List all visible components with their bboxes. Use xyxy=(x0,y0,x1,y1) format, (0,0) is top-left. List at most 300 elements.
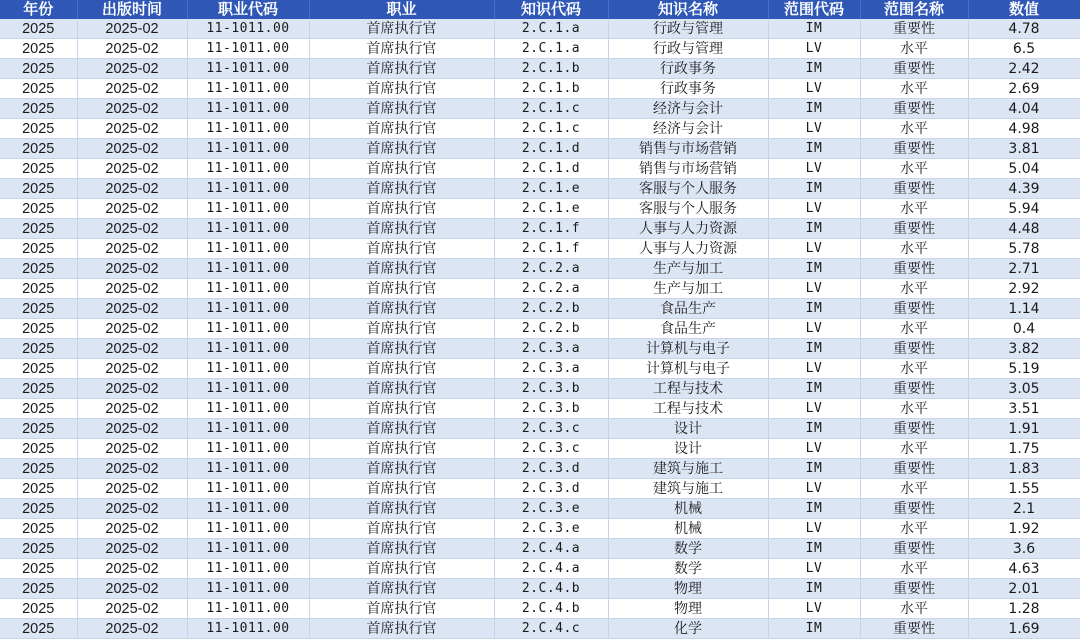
cell-knowledge-name[interactable]: 数学 xyxy=(608,539,768,559)
table-row[interactable] xyxy=(0,79,1080,99)
cell-value[interactable]: 0.4 xyxy=(968,319,1080,339)
cell-knowledge-code[interactable]: 2.C.1.a xyxy=(494,39,608,59)
cell-knowledge-code[interactable]: 2.C.2.a xyxy=(494,259,608,279)
header-publish-date[interactable]: 出版时间 xyxy=(77,0,187,19)
cell-publish-date[interactable]: 2025-02 xyxy=(77,559,187,579)
cell-publish-date[interactable]: 2025-02 xyxy=(77,79,187,99)
cell-scale-code[interactable]: IM xyxy=(768,179,860,199)
table-row[interactable] xyxy=(0,439,1080,459)
cell-year[interactable]: 2025 xyxy=(0,179,77,199)
cell-publish-date[interactable]: 2025-02 xyxy=(77,239,187,259)
cell-scale-code[interactable]: LV xyxy=(768,239,860,259)
cell-publish-date[interactable]: 2025-02 xyxy=(77,259,187,279)
cell-knowledge-code[interactable]: 2.C.3.d xyxy=(494,459,608,479)
cell-occupation-code[interactable]: 11-1011.00 xyxy=(187,179,309,199)
cell-year[interactable]: 2025 xyxy=(0,559,77,579)
cell-value[interactable]: 3.81 xyxy=(968,139,1080,159)
cell-occupation-code[interactable]: 11-1011.00 xyxy=(187,419,309,439)
cell-scale-name[interactable]: 重要性 xyxy=(860,19,968,39)
cell-scale-name[interactable]: 水平 xyxy=(860,479,968,499)
cell-scale-name[interactable]: 水平 xyxy=(860,599,968,619)
cell-knowledge-code[interactable]: 2.C.3.e xyxy=(494,519,608,539)
cell-value[interactable]: 1.83 xyxy=(968,459,1080,479)
cell-scale-code[interactable]: LV xyxy=(768,119,860,139)
table-row[interactable] xyxy=(0,319,1080,339)
cell-occupation-code[interactable]: 11-1011.00 xyxy=(187,19,309,39)
table-row[interactable] xyxy=(0,539,1080,559)
cell-knowledge-code[interactable]: 2.C.3.c xyxy=(494,419,608,439)
cell-year[interactable]: 2025 xyxy=(0,79,77,99)
table-row[interactable] xyxy=(0,179,1080,199)
cell-occupation-code[interactable]: 11-1011.00 xyxy=(187,239,309,259)
cell-occupation[interactable]: 首席执行官 xyxy=(309,399,494,419)
cell-occupation-code[interactable]: 11-1011.00 xyxy=(187,219,309,239)
cell-knowledge-name[interactable]: 食品生产 xyxy=(608,319,768,339)
cell-occupation[interactable]: 首席执行官 xyxy=(309,159,494,179)
table-row[interactable] xyxy=(0,259,1080,279)
cell-knowledge-name[interactable]: 数学 xyxy=(608,559,768,579)
cell-scale-code[interactable]: IM xyxy=(768,59,860,79)
table-row[interactable] xyxy=(0,579,1080,599)
cell-knowledge-code[interactable]: 2.C.1.f xyxy=(494,239,608,259)
cell-value[interactable]: 3.51 xyxy=(968,399,1080,419)
table-row[interactable] xyxy=(0,59,1080,79)
cell-scale-code[interactable]: IM xyxy=(768,99,860,119)
table-row[interactable] xyxy=(0,219,1080,239)
cell-scale-name[interactable]: 水平 xyxy=(860,399,968,419)
cell-knowledge-code[interactable]: 2.C.3.e xyxy=(494,499,608,519)
cell-publish-date[interactable]: 2025-02 xyxy=(77,99,187,119)
cell-knowledge-name[interactable]: 化学 xyxy=(608,619,768,639)
cell-scale-name[interactable]: 水平 xyxy=(860,199,968,219)
cell-year[interactable]: 2025 xyxy=(0,479,77,499)
cell-occupation-code[interactable]: 11-1011.00 xyxy=(187,119,309,139)
cell-scale-name[interactable]: 水平 xyxy=(860,239,968,259)
cell-occupation-code[interactable]: 11-1011.00 xyxy=(187,279,309,299)
cell-knowledge-code[interactable]: 2.C.1.c xyxy=(494,119,608,139)
cell-knowledge-name[interactable]: 行政事务 xyxy=(608,59,768,79)
cell-occupation[interactable]: 首席执行官 xyxy=(309,119,494,139)
cell-scale-code[interactable]: LV xyxy=(768,199,860,219)
cell-occupation[interactable]: 首席执行官 xyxy=(309,379,494,399)
cell-knowledge-code[interactable]: 2.C.3.b xyxy=(494,399,608,419)
cell-occupation-code[interactable]: 11-1011.00 xyxy=(187,359,309,379)
header-scale-name[interactable]: 范围名称 xyxy=(860,0,968,19)
cell-occupation-code[interactable]: 11-1011.00 xyxy=(187,259,309,279)
cell-value[interactable]: 1.75 xyxy=(968,439,1080,459)
cell-year[interactable]: 2025 xyxy=(0,579,77,599)
cell-publish-date[interactable]: 2025-02 xyxy=(77,439,187,459)
cell-occupation[interactable]: 首席执行官 xyxy=(309,539,494,559)
cell-knowledge-name[interactable]: 建筑与施工 xyxy=(608,479,768,499)
cell-publish-date[interactable]: 2025-02 xyxy=(77,359,187,379)
cell-scale-code[interactable]: IM xyxy=(768,419,860,439)
cell-year[interactable]: 2025 xyxy=(0,159,77,179)
cell-scale-code[interactable]: LV xyxy=(768,79,860,99)
cell-knowledge-name[interactable]: 设计 xyxy=(608,419,768,439)
cell-year[interactable]: 2025 xyxy=(0,419,77,439)
cell-year[interactable]: 2025 xyxy=(0,319,77,339)
cell-scale-code[interactable]: LV xyxy=(768,439,860,459)
cell-occupation[interactable]: 首席执行官 xyxy=(309,439,494,459)
cell-occupation-code[interactable]: 11-1011.00 xyxy=(187,319,309,339)
cell-value[interactable]: 5.04 xyxy=(968,159,1080,179)
cell-value[interactable]: 3.6 xyxy=(968,539,1080,559)
cell-occupation[interactable]: 首席执行官 xyxy=(309,579,494,599)
cell-scale-name[interactable]: 水平 xyxy=(860,39,968,59)
cell-publish-date[interactable]: 2025-02 xyxy=(77,179,187,199)
cell-scale-name[interactable]: 重要性 xyxy=(860,499,968,519)
cell-scale-code[interactable]: IM xyxy=(768,219,860,239)
cell-year[interactable]: 2025 xyxy=(0,459,77,479)
cell-occupation[interactable]: 首席执行官 xyxy=(309,359,494,379)
cell-scale-name[interactable]: 水平 xyxy=(860,79,968,99)
cell-occupation[interactable]: 首席执行官 xyxy=(309,599,494,619)
cell-publish-date[interactable]: 2025-02 xyxy=(77,299,187,319)
cell-occupation-code[interactable]: 11-1011.00 xyxy=(187,539,309,559)
cell-year[interactable]: 2025 xyxy=(0,499,77,519)
cell-value[interactable]: 4.39 xyxy=(968,179,1080,199)
cell-knowledge-name[interactable]: 客服与个人服务 xyxy=(608,199,768,219)
cell-occupation-code[interactable]: 11-1011.00 xyxy=(187,599,309,619)
cell-occupation[interactable]: 首席执行官 xyxy=(309,239,494,259)
table-row[interactable] xyxy=(0,239,1080,259)
cell-publish-date[interactable]: 2025-02 xyxy=(77,39,187,59)
cell-knowledge-name[interactable]: 物理 xyxy=(608,579,768,599)
cell-knowledge-code[interactable]: 2.C.3.c xyxy=(494,439,608,459)
cell-year[interactable]: 2025 xyxy=(0,259,77,279)
cell-year[interactable]: 2025 xyxy=(0,59,77,79)
table-row[interactable] xyxy=(0,119,1080,139)
cell-scale-code[interactable]: LV xyxy=(768,319,860,339)
cell-occupation[interactable]: 首席执行官 xyxy=(309,419,494,439)
cell-knowledge-name[interactable]: 销售与市场营销 xyxy=(608,159,768,179)
cell-publish-date[interactable]: 2025-02 xyxy=(77,519,187,539)
cell-publish-date[interactable]: 2025-02 xyxy=(77,19,187,39)
cell-scale-code[interactable]: LV xyxy=(768,159,860,179)
cell-scale-name[interactable]: 重要性 xyxy=(860,139,968,159)
cell-knowledge-code[interactable]: 2.C.1.e xyxy=(494,179,608,199)
cell-value[interactable]: 5.19 xyxy=(968,359,1080,379)
cell-knowledge-code[interactable]: 2.C.1.d xyxy=(494,139,608,159)
cell-knowledge-code[interactable]: 2.C.2.b xyxy=(494,299,608,319)
cell-knowledge-name[interactable]: 工程与技术 xyxy=(608,379,768,399)
cell-knowledge-code[interactable]: 2.C.4.a xyxy=(494,539,608,559)
cell-year[interactable]: 2025 xyxy=(0,339,77,359)
cell-year[interactable]: 2025 xyxy=(0,99,77,119)
cell-knowledge-code[interactable]: 2.C.4.b xyxy=(494,599,608,619)
cell-value[interactable]: 2.71 xyxy=(968,259,1080,279)
cell-publish-date[interactable]: 2025-02 xyxy=(77,139,187,159)
cell-knowledge-name[interactable]: 客服与个人服务 xyxy=(608,179,768,199)
cell-year[interactable]: 2025 xyxy=(0,619,77,639)
header-knowledge-name[interactable]: 知识名称 xyxy=(608,0,768,19)
cell-scale-code[interactable]: IM xyxy=(768,579,860,599)
cell-year[interactable]: 2025 xyxy=(0,199,77,219)
cell-occupation-code[interactable]: 11-1011.00 xyxy=(187,399,309,419)
cell-knowledge-name[interactable]: 工程与技术 xyxy=(608,399,768,419)
cell-value[interactable]: 3.82 xyxy=(968,339,1080,359)
cell-value[interactable]: 1.28 xyxy=(968,599,1080,619)
table-row[interactable] xyxy=(0,199,1080,219)
cell-knowledge-code[interactable]: 2.C.1.c xyxy=(494,99,608,119)
cell-scale-code[interactable]: IM xyxy=(768,299,860,319)
cell-year[interactable]: 2025 xyxy=(0,379,77,399)
cell-knowledge-code[interactable]: 2.C.3.a xyxy=(494,339,608,359)
cell-year[interactable]: 2025 xyxy=(0,299,77,319)
table-row[interactable] xyxy=(0,559,1080,579)
cell-value[interactable]: 1.69 xyxy=(968,619,1080,639)
cell-scale-code[interactable]: LV xyxy=(768,39,860,59)
cell-knowledge-code[interactable]: 2.C.1.e xyxy=(494,199,608,219)
cell-scale-name[interactable]: 水平 xyxy=(860,119,968,139)
cell-publish-date[interactable]: 2025-02 xyxy=(77,379,187,399)
cell-value[interactable]: 4.48 xyxy=(968,219,1080,239)
cell-occupation-code[interactable]: 11-1011.00 xyxy=(187,59,309,79)
cell-occupation[interactable]: 首席执行官 xyxy=(309,19,494,39)
cell-scale-code[interactable]: LV xyxy=(768,559,860,579)
header-scale-code[interactable]: 范围代码 xyxy=(768,0,860,19)
cell-knowledge-name[interactable]: 经济与会计 xyxy=(608,119,768,139)
cell-knowledge-code[interactable]: 2.C.2.b xyxy=(494,319,608,339)
cell-occupation[interactable]: 首席执行官 xyxy=(309,299,494,319)
cell-scale-name[interactable]: 水平 xyxy=(860,279,968,299)
cell-publish-date[interactable]: 2025-02 xyxy=(77,199,187,219)
cell-scale-code[interactable]: IM xyxy=(768,539,860,559)
cell-knowledge-name[interactable]: 销售与市场营销 xyxy=(608,139,768,159)
cell-publish-date[interactable]: 2025-02 xyxy=(77,599,187,619)
cell-year[interactable]: 2025 xyxy=(0,19,77,39)
cell-year[interactable]: 2025 xyxy=(0,519,77,539)
cell-knowledge-name[interactable]: 设计 xyxy=(608,439,768,459)
cell-occupation[interactable]: 首席执行官 xyxy=(309,499,494,519)
table-row[interactable] xyxy=(0,139,1080,159)
cell-scale-code[interactable]: IM xyxy=(768,499,860,519)
cell-occupation-code[interactable]: 11-1011.00 xyxy=(187,99,309,119)
cell-value[interactable]: 4.78 xyxy=(968,19,1080,39)
cell-occupation[interactable]: 首席执行官 xyxy=(309,619,494,639)
table-row[interactable] xyxy=(0,19,1080,39)
cell-scale-code[interactable]: IM xyxy=(768,19,860,39)
cell-scale-code[interactable]: LV xyxy=(768,279,860,299)
cell-occupation[interactable]: 首席执行官 xyxy=(309,259,494,279)
cell-scale-code[interactable]: LV xyxy=(768,479,860,499)
cell-year[interactable]: 2025 xyxy=(0,399,77,419)
cell-occupation[interactable]: 首席执行官 xyxy=(309,519,494,539)
cell-scale-name[interactable]: 重要性 xyxy=(860,99,968,119)
cell-occupation-code[interactable]: 11-1011.00 xyxy=(187,439,309,459)
cell-scale-name[interactable]: 重要性 xyxy=(860,579,968,599)
cell-year[interactable]: 2025 xyxy=(0,599,77,619)
cell-value[interactable]: 2.01 xyxy=(968,579,1080,599)
cell-publish-date[interactable]: 2025-02 xyxy=(77,219,187,239)
header-knowledge-code[interactable]: 知识代码 xyxy=(494,0,608,19)
cell-occupation-code[interactable]: 11-1011.00 xyxy=(187,139,309,159)
table-row[interactable] xyxy=(0,359,1080,379)
cell-knowledge-code[interactable]: 2.C.1.f xyxy=(494,219,608,239)
cell-knowledge-name[interactable]: 经济与会计 xyxy=(608,99,768,119)
cell-occupation-code[interactable]: 11-1011.00 xyxy=(187,299,309,319)
header-occupation-code[interactable]: 职业代码 xyxy=(187,0,309,19)
cell-scale-name[interactable]: 重要性 xyxy=(860,419,968,439)
cell-scale-name[interactable]: 水平 xyxy=(860,359,968,379)
cell-publish-date[interactable]: 2025-02 xyxy=(77,419,187,439)
cell-scale-code[interactable]: LV xyxy=(768,359,860,379)
table-row[interactable] xyxy=(0,379,1080,399)
cell-scale-name[interactable]: 重要性 xyxy=(860,459,968,479)
cell-knowledge-name[interactable]: 行政与管理 xyxy=(608,19,768,39)
cell-occupation-code[interactable]: 11-1011.00 xyxy=(187,339,309,359)
cell-scale-code[interactable]: IM xyxy=(768,259,860,279)
cell-occupation[interactable]: 首席执行官 xyxy=(309,139,494,159)
cell-year[interactable]: 2025 xyxy=(0,219,77,239)
cell-scale-name[interactable]: 重要性 xyxy=(860,219,968,239)
cell-value[interactable]: 6.5 xyxy=(968,39,1080,59)
cell-occupation-code[interactable]: 11-1011.00 xyxy=(187,559,309,579)
cell-occupation[interactable]: 首席执行官 xyxy=(309,39,494,59)
cell-year[interactable]: 2025 xyxy=(0,539,77,559)
cell-occupation-code[interactable]: 11-1011.00 xyxy=(187,159,309,179)
cell-knowledge-code[interactable]: 2.C.1.a xyxy=(494,19,608,39)
cell-scale-name[interactable]: 水平 xyxy=(860,519,968,539)
cell-occupation-code[interactable]: 11-1011.00 xyxy=(187,479,309,499)
cell-publish-date[interactable]: 2025-02 xyxy=(77,459,187,479)
cell-knowledge-code[interactable]: 2.C.1.b xyxy=(494,79,608,99)
cell-knowledge-code[interactable]: 2.C.3.a xyxy=(494,359,608,379)
cell-scale-code[interactable]: LV xyxy=(768,399,860,419)
cell-publish-date[interactable]: 2025-02 xyxy=(77,479,187,499)
cell-occupation[interactable]: 首席执行官 xyxy=(309,199,494,219)
cell-scale-name[interactable]: 重要性 xyxy=(860,619,968,639)
cell-scale-code[interactable]: IM xyxy=(768,619,860,639)
cell-knowledge-name[interactable]: 物理 xyxy=(608,599,768,619)
cell-publish-date[interactable]: 2025-02 xyxy=(77,119,187,139)
cell-occupation[interactable]: 首席执行官 xyxy=(309,319,494,339)
cell-value[interactable]: 2.42 xyxy=(968,59,1080,79)
cell-year[interactable]: 2025 xyxy=(0,359,77,379)
cell-value[interactable]: 1.92 xyxy=(968,519,1080,539)
cell-occupation[interactable]: 首席执行官 xyxy=(309,219,494,239)
cell-publish-date[interactable]: 2025-02 xyxy=(77,619,187,639)
table-row[interactable] xyxy=(0,499,1080,519)
table-row[interactable] xyxy=(0,599,1080,619)
cell-knowledge-code[interactable]: 2.C.4.c xyxy=(494,619,608,639)
cell-scale-name[interactable]: 水平 xyxy=(860,439,968,459)
header-occupation[interactable]: 职业 xyxy=(309,0,494,19)
cell-year[interactable]: 2025 xyxy=(0,139,77,159)
cell-scale-name[interactable]: 重要性 xyxy=(860,379,968,399)
cell-occupation[interactable]: 首席执行官 xyxy=(309,179,494,199)
header-value[interactable]: 数值 xyxy=(968,0,1080,19)
cell-knowledge-code[interactable]: 2.C.3.b xyxy=(494,379,608,399)
table-row[interactable] xyxy=(0,299,1080,319)
cell-year[interactable]: 2025 xyxy=(0,119,77,139)
cell-knowledge-code[interactable]: 2.C.1.d xyxy=(494,159,608,179)
cell-occupation-code[interactable]: 11-1011.00 xyxy=(187,79,309,99)
cell-value[interactable]: 1.14 xyxy=(968,299,1080,319)
cell-occupation[interactable]: 首席执行官 xyxy=(309,79,494,99)
cell-year[interactable]: 2025 xyxy=(0,39,77,59)
cell-occupation[interactable]: 首席执行官 xyxy=(309,279,494,299)
cell-value[interactable]: 4.04 xyxy=(968,99,1080,119)
cell-value[interactable]: 4.63 xyxy=(968,559,1080,579)
cell-publish-date[interactable]: 2025-02 xyxy=(77,339,187,359)
cell-knowledge-code[interactable]: 2.C.2.a xyxy=(494,279,608,299)
cell-knowledge-code[interactable]: 2.C.1.b xyxy=(494,59,608,79)
cell-scale-code[interactable]: IM xyxy=(768,379,860,399)
table-row[interactable] xyxy=(0,519,1080,539)
cell-publish-date[interactable]: 2025-02 xyxy=(77,159,187,179)
cell-scale-name[interactable]: 水平 xyxy=(860,319,968,339)
cell-value[interactable]: 5.94 xyxy=(968,199,1080,219)
cell-knowledge-name[interactable]: 计算机与电子 xyxy=(608,339,768,359)
cell-scale-code[interactable]: IM xyxy=(768,339,860,359)
cell-knowledge-name[interactable]: 行政与管理 xyxy=(608,39,768,59)
cell-knowledge-name[interactable]: 生产与加工 xyxy=(608,259,768,279)
cell-occupation-code[interactable]: 11-1011.00 xyxy=(187,379,309,399)
cell-knowledge-name[interactable]: 生产与加工 xyxy=(608,279,768,299)
cell-occupation-code[interactable]: 11-1011.00 xyxy=(187,39,309,59)
cell-publish-date[interactable]: 2025-02 xyxy=(77,319,187,339)
cell-knowledge-name[interactable]: 食品生产 xyxy=(608,299,768,319)
cell-scale-code[interactable]: LV xyxy=(768,599,860,619)
cell-occupation[interactable]: 首席执行官 xyxy=(309,59,494,79)
cell-value[interactable]: 4.98 xyxy=(968,119,1080,139)
cell-knowledge-code[interactable]: 2.C.4.a xyxy=(494,559,608,579)
cell-occupation[interactable]: 首席执行官 xyxy=(309,559,494,579)
cell-occupation[interactable]: 首席执行官 xyxy=(309,339,494,359)
cell-scale-name[interactable]: 重要性 xyxy=(860,299,968,319)
cell-value[interactable]: 2.92 xyxy=(968,279,1080,299)
cell-occupation-code[interactable]: 11-1011.00 xyxy=(187,519,309,539)
table-row[interactable] xyxy=(0,459,1080,479)
table-row[interactable] xyxy=(0,39,1080,59)
cell-scale-name[interactable]: 重要性 xyxy=(860,339,968,359)
cell-publish-date[interactable]: 2025-02 xyxy=(77,279,187,299)
cell-scale-name[interactable]: 重要性 xyxy=(860,259,968,279)
cell-knowledge-name[interactable]: 人事与人力资源 xyxy=(608,239,768,259)
header-year[interactable]: 年份 xyxy=(0,0,77,19)
cell-occupation-code[interactable]: 11-1011.00 xyxy=(187,499,309,519)
cell-knowledge-name[interactable]: 机械 xyxy=(608,519,768,539)
cell-value[interactable]: 3.05 xyxy=(968,379,1080,399)
cell-occupation[interactable]: 首席执行官 xyxy=(309,99,494,119)
table-row[interactable] xyxy=(0,279,1080,299)
cell-publish-date[interactable]: 2025-02 xyxy=(77,579,187,599)
cell-occupation-code[interactable]: 11-1011.00 xyxy=(187,579,309,599)
table-row[interactable] xyxy=(0,399,1080,419)
cell-occupation[interactable]: 首席执行官 xyxy=(309,479,494,499)
cell-scale-code[interactable]: IM xyxy=(768,459,860,479)
cell-occupation[interactable]: 首席执行官 xyxy=(309,459,494,479)
cell-scale-name[interactable]: 重要性 xyxy=(860,179,968,199)
cell-value[interactable]: 1.55 xyxy=(968,479,1080,499)
cell-knowledge-name[interactable]: 行政事务 xyxy=(608,79,768,99)
cell-occupation-code[interactable]: 11-1011.00 xyxy=(187,459,309,479)
cell-publish-date[interactable]: 2025-02 xyxy=(77,399,187,419)
cell-value[interactable]: 2.69 xyxy=(968,79,1080,99)
cell-scale-name[interactable]: 水平 xyxy=(860,559,968,579)
table-row[interactable] xyxy=(0,159,1080,179)
table-row[interactable] xyxy=(0,339,1080,359)
cell-scale-code[interactable]: IM xyxy=(768,139,860,159)
cell-knowledge-code[interactable]: 2.C.4.b xyxy=(494,579,608,599)
cell-publish-date[interactable]: 2025-02 xyxy=(77,59,187,79)
cell-knowledge-name[interactable]: 建筑与施工 xyxy=(608,459,768,479)
cell-publish-date[interactable]: 2025-02 xyxy=(77,499,187,519)
table-row[interactable] xyxy=(0,99,1080,119)
cell-year[interactable]: 2025 xyxy=(0,279,77,299)
